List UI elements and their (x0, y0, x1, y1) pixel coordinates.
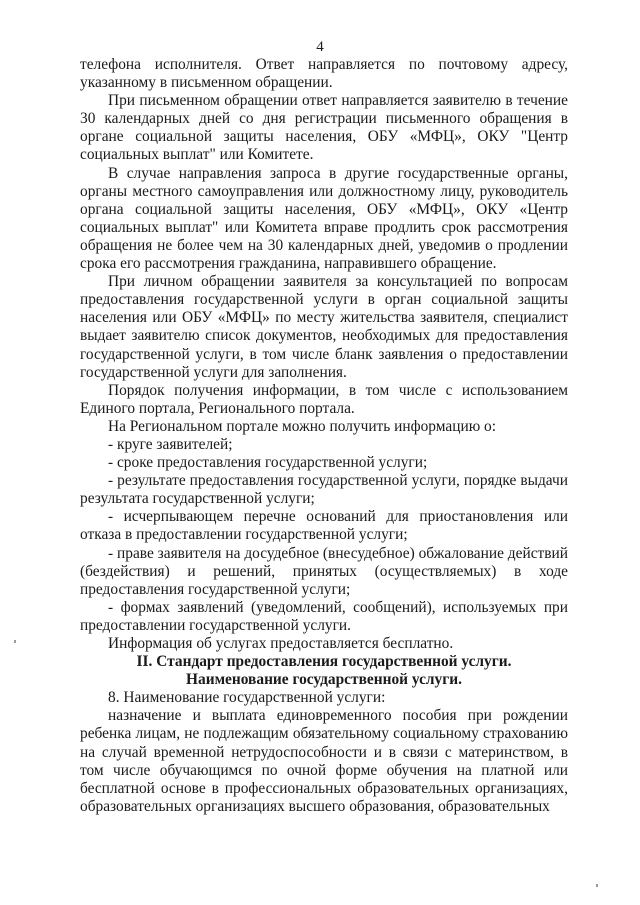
paragraph: При письменном обращении ответ направляется заявителю в течение 30 календарных дней со дня регистрации письменного обращения в органе социальной защиты населения, ОБУ «МФЦ», ОКУ "Центр социальных выплат" или Комитете. (80, 92, 568, 164)
paragraph: назначение и выплата единовременного пособия при рождении ребенка лицам, не подлежащим обязательному социальному страхованию на случай временной нетрудоспособности и в связи с материнством, в том числе обучающимся по очной форме обучения на платной или бесплатной основе в профессиональных образовательных организациях, образовательных организациях высшего образования, образовательных (80, 707, 568, 815)
list-item: - результате предоставления государственной услуги, порядке выдачи результата государственной услуги; (80, 472, 568, 508)
scan-speck (596, 884, 598, 887)
subsection-heading: Наименование государственной услуги. (186, 671, 462, 689)
paragraph: При личном обращении заявителя за консультацией по вопросам предоставления государственной услуги в орган социальной защиты населения или ОБУ «МФЦ» по месту жительства заявителя, специалист выдает заявителю список документов, необходимых для предоставления государственной услуги, в том числе бланк заявления о предоставлении государственной услуги для заполнения. (80, 273, 568, 381)
list-item: - круге заявителей; (108, 435, 233, 453)
paragraph: На Региональном портале можно получить информацию о: (108, 417, 497, 435)
paragraph: 8. Наименование государственной услуги: (108, 689, 386, 707)
list-item: - праве заявителя на досудебное (внесудебное) обжалование действий (бездействия) и решений, принятых (осуществляемых) в ходе предоставления государственной услуги; (80, 544, 568, 598)
paragraph: Порядок получения информации, в том числе с использованием Единого портала, Регионального портала. (80, 381, 568, 417)
paragraph: Информация об услугах предоставляется бесплатно. (108, 635, 454, 652)
section-heading: II. Стандарт предоставления государственной услуги. (136, 653, 512, 671)
page-number: 4 (316, 39, 324, 55)
list-item: - исчерпывающем перечне оснований для приостановления или отказа в предоставлении государственной услуги; (80, 508, 568, 544)
list-item: - сроке предоставления государственной услуги; (108, 454, 428, 472)
paragraph: телефона исполнителя. Ответ направляется по почтовому адресу, указанному в письменном обращении. (80, 56, 568, 92)
scan-speck (14, 640, 16, 643)
paragraph: В случае направления запроса в другие государственные органы, органы местного самоуправления или должностному лицу, руководитель органа социальной защиты населения, ОБУ «МФЦ», ОКУ «Центр социальных выплат" или Комитета вправе продлить срок рассмотрения обращения не более чем на 30 календарных дней, уведомив о продлении срока его рассмотрения гражданина, направившего обращение. (80, 164, 568, 273)
document-body (80, 56, 568, 816)
list-item: - формах заявлений (уведомлений, сообщений), используемых при предоставлении государственной услуги. (80, 598, 568, 634)
